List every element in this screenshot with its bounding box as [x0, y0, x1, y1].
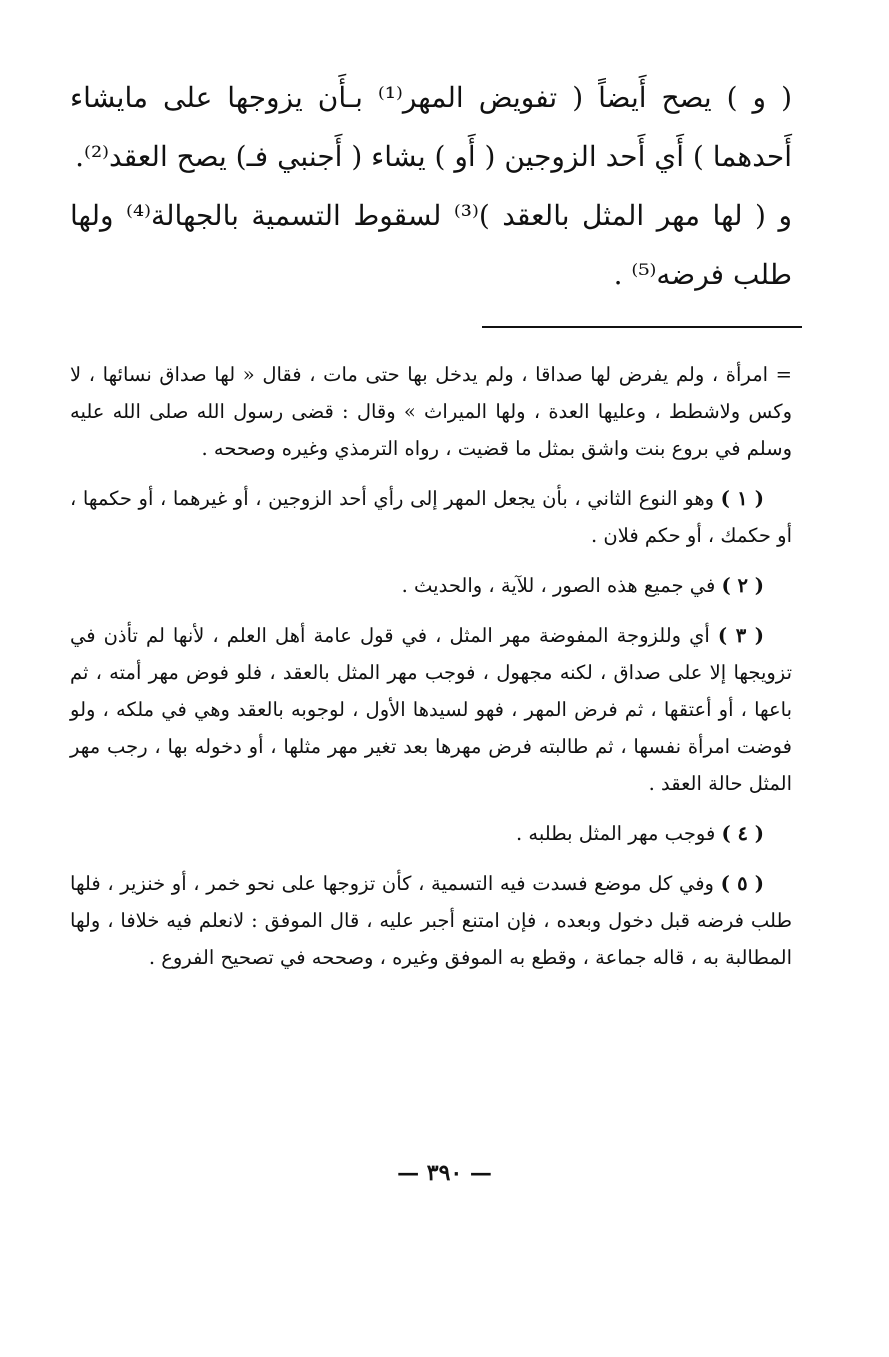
footnote-3 — [70, 617, 792, 802]
footnote-2 — [70, 567, 792, 604]
page-number: — ٣٩٠ — — [397, 1160, 492, 1186]
main-paragraph-2: و ( لها مهر المثل بالعقد )⁽³⁾ لسقوط التسمية بالجهالة⁽⁴⁾ ولها طلب فرضه⁽⁵⁾ . — [70, 199, 792, 291]
footnote-number: ( ٣ ) — [717, 624, 765, 647]
footnote-number: ( ٥ ) — [720, 872, 765, 895]
footnote-4 — [70, 815, 792, 852]
footnote-number: ( ٤ ) — [721, 822, 764, 845]
footnotes-section — [70, 356, 792, 989]
footnote-number: ( ٢ ) — [721, 574, 764, 597]
footnote-number: ( ١ ) — [720, 487, 764, 510]
footnote-1 — [70, 480, 792, 554]
footnote-text: وفي كل موضع فسدت فيه التسمية ، كأن تزوجها على نحو خمر ، أو خنزير ، فلها طلب فرضه قبل دخول وبعده ، فإن امتنع أجبر عليه ، قال الموفق : لانعلم فيه خلافا ، ولها المطالبة به ، قاله جماعة ، وقطع به الموفق وغيره ، وصححه في تصحيح الفروع . — [70, 872, 792, 969]
footnote-text: فوجب مهر المثل بطلبه . — [515, 822, 716, 845]
main-paragraph-1: ( و ) يصح أَيضاً ( تفويض المهر⁽¹⁾ بـأَن يزوجها على مايشاء أَحدهما ) أَي أَحد الزوجين ( أَو ) يشاء ( أَجنبي فـ) يصح العقد⁽²⁾. — [70, 81, 792, 173]
footnote-continuation: = امرأة ، ولم يفرض لها صداقا ، ولم يدخل بها حتى مات ، فقال « لها صداق نسائها ، لا وكس ولاشطط ، وعليها العدة ، ولها الميراث » وقال : قضى رسول الله صلى الله عليه وسلم في بروع بنت واشق بمثل ما قضيت ، رواه الترمذي وغيره وصححه . — [70, 363, 792, 460]
footnote-text: في جميع هذه الصور ، للآية ، والحديث . — [401, 574, 716, 597]
footnote-text: أي وللزوجة المفوضة مهر المثل ، في قول عامة أهل العلم ، لأنها لم تأذن في تزويجها إلا على صداق ، لكنه مجهول ، فوجب مهر المثل بالعقد ، فلو فوض مهر أمته ، ثم باعها ، أو أعتقها ، ثم فرض المهر ، فهو لسيدها الأول ، لوجوبه بالعقد وهي في ملكه ، ولو فوضت امرأة نفسها ، ثم طالبته فرض مهرها بعد تغير مهر مثلها ، أو دخوله بها ، رجب مهر المثل حالة العقد . — [70, 624, 792, 795]
footnote-divider — [482, 326, 802, 328]
main-text — [70, 68, 792, 304]
footnote-text: وهو النوع الثاني ، بأن يجعل المهر إلى رأي أحد الزوجين ، أو غيرهما ، أو حكمها ، أو حكمك ، أو حكم فلان . — [70, 487, 792, 547]
footnote-5 — [70, 865, 792, 976]
